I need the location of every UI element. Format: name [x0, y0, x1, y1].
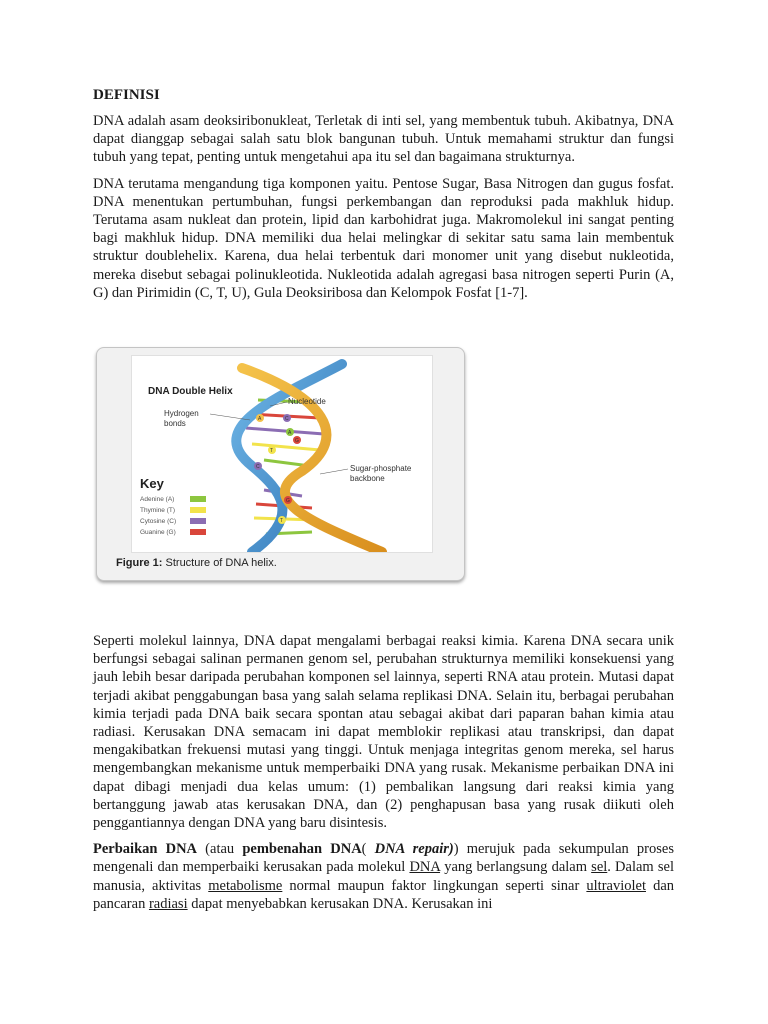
svg-text:C: C	[285, 416, 289, 422]
svg-text:C: C	[256, 464, 260, 470]
svg-text:T: T	[270, 448, 274, 454]
figure-caption-label: Figure 1:	[116, 557, 163, 569]
link-ultraviolet[interactable]: ultraviolet	[586, 877, 646, 894]
link-dna[interactable]: DNA	[409, 859, 441, 876]
key-item-adenine: Adenine (A)	[140, 496, 175, 503]
label-backbone-line1: Sugar-phosphate	[350, 464, 412, 473]
link-sel[interactable]: sel	[591, 859, 608, 876]
para4-text-8: dapat menyebabkan kerusakan DNA. Kerusakan ini	[187, 895, 493, 912]
figure-dna-helix	[96, 347, 465, 581]
document-page-lower	[93, 632, 674, 921]
figure-image-panel	[131, 355, 433, 553]
key-swatch-thymine	[190, 507, 206, 513]
pointer-backbone	[320, 469, 348, 474]
para4-text-6: normal maupun faktor lingkungan seperti sinar	[282, 877, 587, 894]
section-heading: DEFINISI	[93, 87, 160, 103]
key-title: Key	[140, 476, 164, 491]
label-backbone-line2: backbone	[350, 474, 385, 483]
svg-text:A: A	[258, 416, 262, 422]
label-nucleotide: Nucleotide	[288, 397, 326, 406]
term-perbaikan-dna: Perbaikan DNA	[93, 841, 198, 858]
key-item-cytosine: Cytosine (C)	[140, 518, 177, 525]
para4-text-3: ) merujuk pada sekumpulan proses mengenali dan memperbaiki kerusakan pada molekul	[93, 841, 674, 876]
term-dna-repair: DNA repair)	[374, 841, 454, 858]
key-swatch-adenine	[190, 496, 206, 502]
para4-text-2: (	[361, 841, 375, 858]
link-radiasi[interactable]: radiasi	[148, 895, 188, 912]
paragraph-3: Seperti molekul lainnya, DNA dapat mengalami berbagai reaksi kimia. Karena DNA secara unik berfungsi sebagai salinan permanen genom sel, perubahan strukturnya memiliki konsekuensi yang jauh lebih besar daripada perubahan komponen sel lainnya, seperti RNA atau protein. Mutasi dapat terjadi akibat penggabungan basa yang salah selama replikasi DNA. Selain itu, berbagai perubahan kimia terjadi pada DNA baik secara spontan atau sebagai akibat dari paparan bahan kimia atau radiasi. Kerusakan DNA semacam ini dapat memblokir replikasi atau transkripsi, dan dapat mengakibatkan frekuensi mutasi yang tinggi. Untuk menjaga integritas genom mereka, sel harus mengembangkan mekanisme untuk memperbaiki DNA yang rusak. Mekanisme perbaikan DNA ini dapat dibagi menjadi dua kelas umum: (1) pembalikan langsung dari reaksi kimia yang bertanggung jawab atas kerusakan DNA, dan (2) penghapusan basa yang rusak diikuti oleh penggantiannya dengan DNA yang baru disintesis.	[93, 633, 674, 832]
para4-text-4: yang berlangsung dalam	[440, 859, 592, 876]
key-swatch-cytosine	[190, 518, 206, 524]
term-pembenahan-dna: pembenahan DNA	[242, 841, 362, 858]
figure-caption	[116, 557, 277, 569]
key-item-thymine: Thymine (T)	[140, 507, 176, 514]
key-item-guanine: Guanine (G)	[140, 529, 176, 536]
key-swatch-guanine	[190, 529, 206, 535]
para4-text-5: . Dalam sel manusia, aktivitas	[93, 859, 674, 894]
dna-helix-illustration	[132, 356, 432, 552]
backbone-strand-gold	[242, 368, 382, 552]
figure-caption-text: Structure of DNA helix.	[162, 557, 277, 569]
para4-text-1: (atau	[197, 841, 243, 858]
paragraph-4	[93, 840, 674, 913]
svg-text:A: A	[288, 430, 292, 436]
label-hydrogen-bonds-line1: Hydrogen	[164, 409, 199, 418]
document-page	[93, 86, 674, 310]
key-legend	[140, 496, 206, 536]
svg-text:G: G	[295, 438, 299, 444]
paragraph-1: DNA adalah asam deoksiribonukleat, Terletak di inti sel, yang membentuk tubuh. Akibatnya, DNA dapat dianggap sebagai salah satu blok bangunan tubuh. Untuk memahami struktur dan fungsi tubuh yang tepat, penting untuk mengetahui apa itu sel dan bagaimana strukturnya.	[93, 113, 674, 166]
link-metabolisme[interactable]: metabolisme	[208, 877, 283, 894]
figure-title: DNA Double Helix	[148, 386, 233, 397]
svg-text:G: G	[286, 498, 290, 504]
label-hydrogen-bonds-line2: bonds	[164, 419, 186, 428]
paragraph-2: DNA terutama mengandung tiga komponen yaitu. Pentose Sugar, Basa Nitrogen dan gugus fosfat. DNA menentukan pertumbuhan, fungsi perkembangan dan reproduksi pada makhluk hidup. Terutama asam nukleat dan protein, lipid dan karbohidrat juga. Makromolekul ini sangat penting bagi makhluk hidup. DNA memiliki dua helai melingkar di sekitar satu sama lain membentuk struktur doublehelix. Karena, dua helai terbentuk dari monomer unit yang disebut nukleotida, mereka disebut sebagai polinukleotida. Nukleotida adalah agregasi basa nitrogen seperti Purin (A, G) dan Pirimidin (C, T, U), Gula Deoksiribosa dan Kelompok Fosfat [1-7].	[93, 175, 674, 301]
para4-text-7: dan pancaran	[93, 877, 674, 912]
svg-text:T: T	[280, 518, 284, 524]
